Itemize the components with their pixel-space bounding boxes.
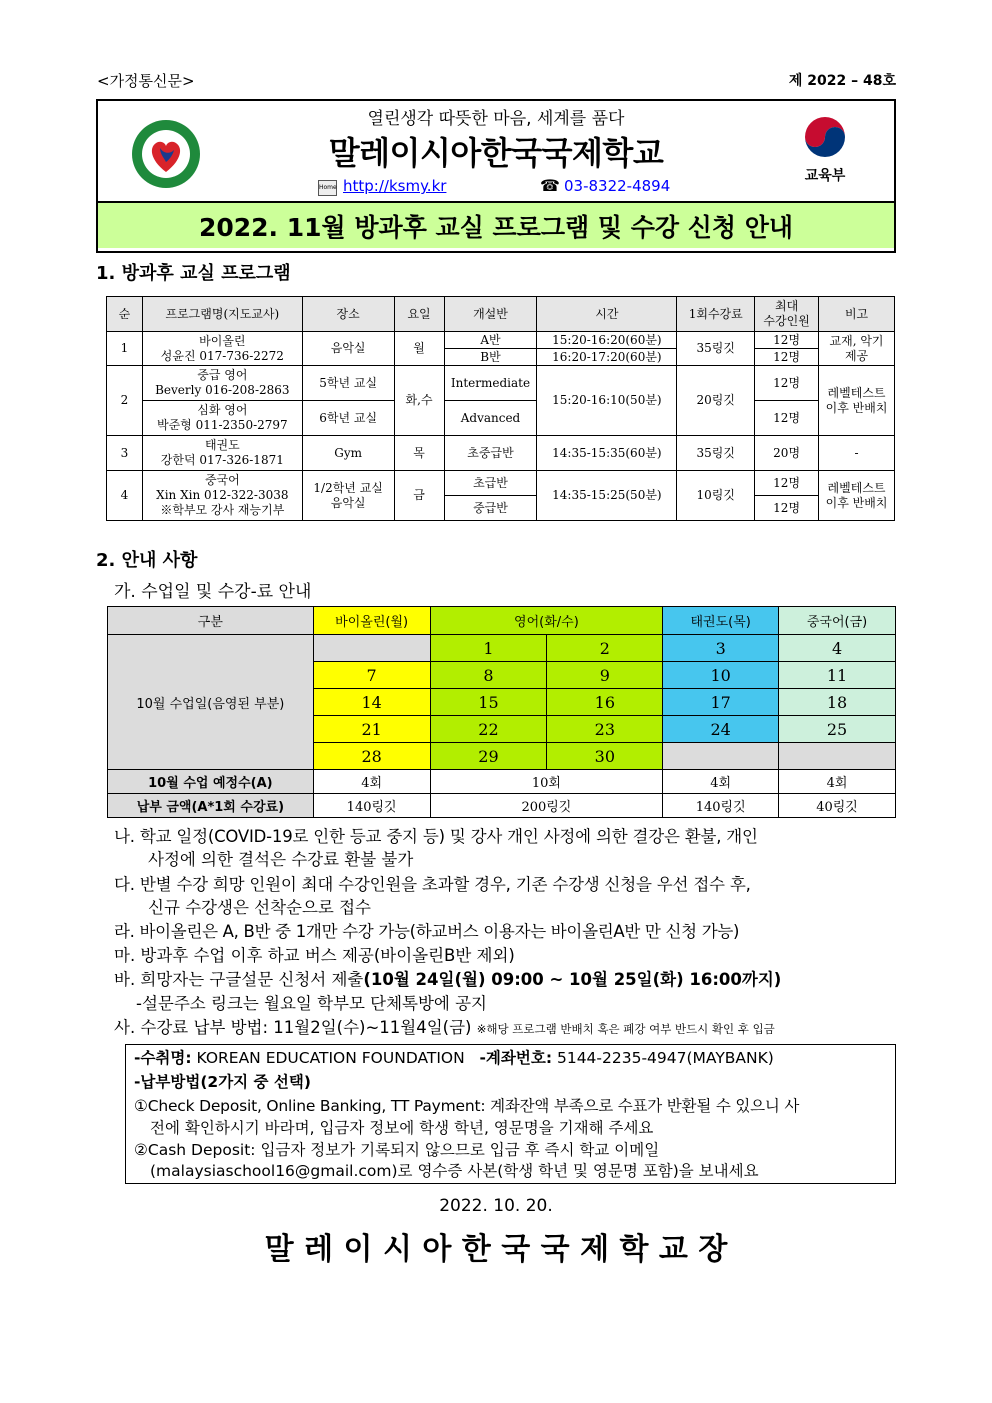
row2-program-b: [142, 401, 302, 436]
payment-method1-line2: 전에 확인하시기 바라며, 입금자 정보에 학생 학년, 영문명을 기재해 주세요: [150, 1119, 654, 1137]
row1-program-name: 바이올린: [199, 333, 246, 348]
row2-teacher-b: 박준형 011-2350-2797: [156, 418, 288, 432]
row2-day: 화,수: [394, 366, 444, 436]
payment-method2-line1: ②Cash Deposit: 입금자 정보가 기록되지 않으므로 입금 후 즉시 학교 이메일: [134, 1141, 660, 1159]
row2-time: 15:20-16:10(50분): [537, 366, 677, 436]
row1-class-a: A반: [444, 332, 537, 349]
account-label: -계좌번호:: [479, 1049, 553, 1067]
cal-english-day: 23: [547, 716, 663, 743]
ministry-logo: [796, 115, 854, 161]
row4-class-b: 중급반: [444, 496, 537, 521]
cal-taekwondo-day: [663, 743, 779, 770]
row1-teacher: 성윤진 017-736-2272: [160, 348, 284, 363]
row4-time: 14:35-15:25(50분): [537, 471, 677, 521]
note-ra: 라. 바이올린은 A, B반 중 1개만 수강 가능(하교버스 이용자는 바이올린A반 만 신청 가능): [114, 922, 740, 941]
cal-chinese-day: 18: [779, 689, 896, 716]
cal-english-day: 30: [547, 743, 663, 770]
col-header-no: 순: [107, 297, 143, 332]
col-header-program: 프로그램명(지도교사): [142, 297, 302, 332]
row4-max-a: 12명: [755, 471, 819, 496]
row3-no: 3: [107, 436, 143, 471]
row3-teacher: 강한덕 017-326-1871: [160, 453, 284, 467]
cal-taekwondo-day: 17: [663, 689, 779, 716]
cal-english-day: 9: [547, 662, 663, 689]
cal-count-english: 10회: [430, 770, 663, 794]
cal-violin-day: 14: [313, 689, 430, 716]
row4-teacher: Xin Xin 012-322-3038: [156, 488, 289, 502]
cal-english-day: 22: [430, 716, 547, 743]
row4-program: [142, 471, 302, 521]
row4-teacher-note: ※학부모 강사 재능기부: [160, 503, 285, 517]
row4-day: 금: [394, 471, 444, 521]
cal-violin-day: 28: [313, 743, 430, 770]
row2-class-b: Advanced: [444, 401, 537, 436]
recipient-name: KOREAN EDUCATION FOUNDATION: [196, 1049, 465, 1067]
payment-recipient-line: [134, 1047, 774, 1070]
section2-heading: 2. 안내 사항: [96, 550, 198, 571]
col-header-day: 요일: [394, 297, 444, 332]
account-number: 5144-2235-4947(MAYBANK): [556, 1049, 774, 1067]
phone-icon: ☎: [540, 176, 560, 195]
document-title: 2022. 11월 방과후 교실 프로그램 및 수강 신청 안내: [198, 213, 794, 242]
row3-max: 20명: [755, 436, 819, 471]
payment-method1-line1: ①Check Deposit, Online Banking, TT Payment: 계좌잔액 부족으로 수표가 반환될 수 있으니 사: [134, 1097, 800, 1115]
cal-count-label: 10월 수업 예정수(A): [108, 770, 314, 794]
row3-program-name: 태권도: [204, 438, 240, 452]
cal-count-violin: 4회: [313, 770, 430, 794]
cal-taekwondo-day: 10: [663, 662, 779, 689]
cal-header-violin: 바이올린(월): [313, 607, 430, 635]
row4-max-b: 12명: [755, 496, 819, 521]
row2-fee: 20링깃: [677, 366, 755, 436]
row1-place: 음악실: [302, 332, 394, 366]
row1-note: 교재, 악기 제공: [819, 332, 895, 366]
cal-count-chinese: 4회: [779, 770, 896, 794]
row3-day: 목: [394, 436, 444, 471]
row2-no: 2: [107, 366, 143, 436]
notice-type-label: <가정통신문>: [97, 72, 195, 90]
row4-place: 1/2학년 교실 음악실: [302, 471, 394, 521]
cal-pay-violin: 140링깃: [313, 794, 430, 818]
row2-program-name-a: 중급 영어: [197, 368, 248, 382]
note-na-line2: 사정에 의한 결석은 수강료 환불 불가: [148, 850, 414, 869]
principal-signature: 말 레 이 시 아 한 국 국 제 학 교 장: [264, 1232, 728, 1267]
note-na-line1: 나. 학교 일정(COVID-19로 인한 등교 중지 등) 및 강사 개인 사정에 의한 결강은 환불, 개인: [114, 827, 758, 846]
cal-pay-label: 납부 금액(A*1회 수강료): [108, 794, 314, 818]
row2-max-b: 12명: [755, 401, 819, 436]
cal-pay-taekwondo: 140링깃: [663, 794, 779, 818]
row2-class-a: Intermediate: [444, 366, 537, 401]
cal-english-day: 29: [430, 743, 547, 770]
cal-chinese-day: 25: [779, 716, 896, 743]
row2-teacher-a: Beverly 016-208-2863: [155, 383, 290, 397]
row1-class-b: B반: [444, 349, 537, 366]
row3-fee: 35링깃: [677, 436, 755, 471]
cal-header-label: 구분: [108, 607, 314, 635]
cal-header-taekwondo: 태권도(목): [663, 607, 779, 635]
document-date: 2022. 10. 20.: [439, 1196, 553, 1216]
note-da-line2: 신규 수강생은 선착순으로 접수: [148, 898, 371, 917]
row4-class-a: 초급반: [444, 471, 537, 496]
col-header-fee: 1회수강료: [677, 297, 755, 332]
row3-program: [142, 436, 302, 471]
cal-taekwondo-day: 3: [663, 635, 779, 662]
note-ba-text: 바. 희망자는 구글설문 신청서 제출: [114, 970, 364, 989]
note-sa-text: 사. 수강료 납부 방법: 11월2일(수)~11월4일(금): [114, 1018, 472, 1037]
row4-no: 4: [107, 471, 143, 521]
row1-no: 1: [107, 332, 143, 366]
row1-fee: 35링깃: [677, 332, 755, 366]
note-sa: [114, 1017, 775, 1040]
row1-day: 월: [394, 332, 444, 366]
row3-place: Gym: [302, 436, 394, 471]
payment-box: [125, 1044, 896, 1184]
col-header-class: 개설반: [444, 297, 537, 332]
note-da-line1: 다. 반별 수강 희망 인원이 최대 수강인원을 초과할 경우, 기존 수강생 신청을 우선 접수 후,: [114, 875, 751, 894]
row4-note: 레벨테스트 이후 반배치: [819, 471, 895, 521]
note-ba: [114, 969, 781, 991]
cal-count-taekwondo: 4회: [663, 770, 779, 794]
section1-heading: 1. 방과후 교실 프로그램: [96, 263, 291, 284]
note-ba-deadline: (10월 24일(월) 09:00 ~ 10월 25일(화) 16:00까지): [363, 970, 782, 989]
cal-violin-day: 21: [313, 716, 430, 743]
notice-number: 제 2022 – 48호: [788, 73, 896, 89]
row2-place-b: 6학년 교실: [302, 401, 394, 436]
recipient-label: -수취명:: [134, 1049, 192, 1067]
cal-english-day: 16: [547, 689, 663, 716]
cal-violin-day: 7: [313, 662, 430, 689]
school-name: 말레이시아한국국제학교: [328, 134, 664, 172]
program-table: [106, 296, 895, 521]
cal-header-english: 영어(화/수): [430, 607, 663, 635]
school-motto: 열린생각 따뜻한 마음, 세계를 품다: [367, 109, 625, 129]
cal-english-day: 2: [547, 635, 663, 662]
note-ba-line2: -설문주소 링크는 월요일 학부모 단체톡방에 공지: [136, 994, 487, 1013]
row3-class: 초중급반: [444, 436, 537, 471]
school-phone: 03-8322-4894: [564, 177, 671, 195]
schedule-subheading: 가. 수업일 및 수강-료 안내: [114, 582, 312, 602]
row2-program-name-b: 심화 영어: [197, 403, 248, 417]
schedule-table: [107, 606, 896, 818]
row1-program: [142, 332, 302, 366]
cal-violin-day: [313, 635, 430, 662]
row1-time-b: 16:20-17:20(60분): [537, 349, 677, 366]
cal-pay-chinese: 40링깃: [779, 794, 896, 818]
row3-note: -: [819, 436, 895, 471]
row4-fee: 10링깃: [677, 471, 755, 521]
row2-max-a: 12명: [755, 366, 819, 401]
cal-chinese-day: 4: [779, 635, 896, 662]
cal-english-day: 8: [430, 662, 547, 689]
home-icon: Home: [318, 180, 337, 196]
cal-row-label: 10월 수업일(음영된 부분): [108, 635, 314, 770]
row2-program-a: [142, 366, 302, 401]
cal-header-chinese: 중국어(금): [779, 607, 896, 635]
row1-max-b: 12명: [755, 349, 819, 366]
col-header-place: 장소: [302, 297, 394, 332]
payment-method-label: -납부방법(2가지 중 선택): [134, 1073, 311, 1091]
col-header-note: 비고: [819, 297, 895, 332]
cal-english-day: 15: [430, 689, 547, 716]
row3-time: 14:35-15:35(60분): [537, 436, 677, 471]
cal-chinese-day: 11: [779, 662, 896, 689]
note-ma: 마. 방과후 수업 이후 하교 버스 제공(바이올린B반 제외): [114, 946, 515, 965]
cal-english-day: 1: [430, 635, 547, 662]
col-header-max: 최대 수강인원: [755, 297, 819, 332]
col-header-time: 시간: [537, 297, 677, 332]
cal-taekwondo-day: 24: [663, 716, 779, 743]
row1-max-a: 12명: [755, 332, 819, 349]
cal-pay-english: 200링깃: [430, 794, 663, 818]
ministry-caption: 교육부: [804, 168, 846, 184]
row4-program-name: 중국어: [204, 473, 240, 487]
row2-place-a: 5학년 교실: [302, 366, 394, 401]
row1-time-a: 15:20-16:20(60분): [537, 332, 677, 349]
cal-chinese-day: [779, 743, 896, 770]
school-url-link[interactable]: http://ksmy.kr: [343, 177, 447, 195]
row2-note: 레벨테스트 이후 반배치: [819, 366, 895, 436]
note-sa-small: ※해당 프로그램 반배치 혹은 폐강 여부 반드시 확인 후 입금: [476, 1022, 775, 1036]
payment-method2-line2: (malaysiaschool16@gmail.com)로 영수증 사본(학생 학년 및 영문명 포함)을 보내세요: [150, 1162, 759, 1180]
